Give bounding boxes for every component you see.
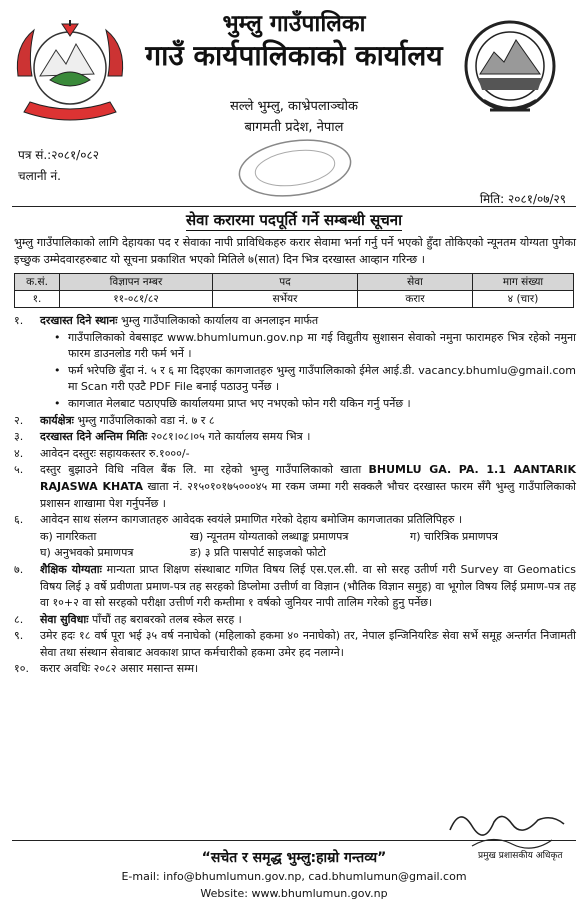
document-item: ख) न्यूनतम योग्यताको लब्धाङ्क प्रमाणपत्र <box>190 529 349 543</box>
item-text: दस्तुर बुझाउने विधि नविल बैंक लि. मा रहेको भुम्लु गाउँपालिकाको खाता <box>40 463 369 477</box>
bullet-icon: • <box>54 396 61 410</box>
item-number: ६. <box>14 513 24 527</box>
item-text: फर्म भरेपछि बुँदा नं. ५ र ६ मा दिइएका कागजातहरु भुम्लु गाउँपालिकाको ईमेल आई.डी. vacancy.bhumlu@gmail.com मा Scan गरी एउटै PDF File बनाई पठाउनु पर्नेछ । <box>68 363 576 394</box>
footer-email: E-mail: info@bhumlumun.gov.np, cad.bhumlumun@gmail.com <box>121 870 467 883</box>
item-label: शैक्षिक योग्यताः <box>40 562 102 576</box>
item-text: कागजात मेलबाट पठाएपछि कार्यालयमा प्राप्त भए नभएको फोन गरी यकिन गर्नु पर्नेछ । <box>68 396 411 410</box>
table-header-cell: विज्ञापन नम्बर <box>60 274 213 291</box>
item-text: गाउँपालिकाको वेबसाइट www.bhumlumun.gov.np मा गई विद्युतीय सुशासन सेवाको नमुना फारामहरु भित्र रहेको नमुना फारम डाउनलोड गरी फर्म भर्ने । <box>68 330 576 361</box>
item-number: ३. <box>14 430 24 444</box>
item-text: उमेर हदः १८ वर्ष पूरा भई ३५ वर्ष ननाघेको (महिलाको हकमा ४० ननाघेको) तर, नेपाल इन्जिनियरिङ सेवा सर्भे समूह अन्तर्गत निजामती सेवा तथा संस्थान सेवाबाट अवकाश प्राप्त कर्मचारीको हकमा उमेर हद नलाग्ने। <box>40 629 576 659</box>
item-number: ४. <box>14 446 24 460</box>
item-text: भुम्लु गाउँपालिकाको वडा नं. ७ र ८ <box>73 413 215 427</box>
table-header-cell: क.सं. <box>15 274 60 291</box>
municipality-name: भुम्लु गाउँपालिका <box>222 11 366 37</box>
item-text: भुम्लु गाउँपालिकाको कार्यालय वा अनलाइन मार्फत <box>117 314 319 327</box>
header-divider <box>12 206 576 207</box>
notice-body <box>14 313 576 678</box>
item-number: ९. <box>14 629 24 643</box>
bullet-icon: • <box>54 330 61 344</box>
list-item <box>14 313 576 330</box>
document-item: ग) चारित्रिक प्रमाणपत्र <box>410 529 498 543</box>
item-text: आवेदन दस्तुरः सहायकस्तर रु.१०००/- <box>40 446 190 460</box>
item-text: २०८१।०८।०५ गते कार्यालय समय भित्र । <box>147 430 311 444</box>
list-item <box>14 628 576 661</box>
item-number: १०. <box>14 662 29 676</box>
table-header-cell: सेवा <box>358 274 473 291</box>
table-header-row <box>15 274 574 291</box>
office-address: सल्ले भुम्लु, काभ्रेपलाञ्चोक <box>229 99 359 114</box>
document-list-row <box>14 529 576 546</box>
notice-date: मिति: २०८१/०७/२९ <box>479 192 566 206</box>
item-text: मान्यता प्राप्त शिक्षण संस्थाबाट गणित विषय लिई एस.एल.सी. वा सो सरह उतीर्ण गरी Survey वा Geomatics विषय लिई ३ वर्षे प्रवीणता प्रमाण-पत्र तह सरहको डिप्लोमा उत्तीर्ण वा विज्ञान (भौतिक विज्ञान समुह) वा भूगोल विषय लिई प्रमाण-पत्र तह वा १०+२ वा सो सरहको परीक्षा उत्तीर्ण गरी कम्तीमा १ वर्षको जुनियर नापी तालिम गरेको हुनु पर्नेछ। <box>40 562 576 610</box>
list-item <box>14 446 576 463</box>
office-stamp-icon <box>235 138 355 198</box>
office-province: बागमती प्रदेश, नेपाल <box>244 120 344 135</box>
table-cell: सर्भेयर <box>213 291 358 308</box>
item-number: ८. <box>14 612 24 626</box>
dispatch-number: चलानी नं. <box>18 169 61 183</box>
signatory-designation: प्रमुख प्रशासकीय अधिकृत <box>478 851 563 861</box>
table-cell: ४ (चार) <box>473 291 574 308</box>
list-item <box>14 396 576 413</box>
table-cell: ११-०८१/८२ <box>60 291 213 308</box>
notice-title: सेवा करारमा पदपूर्ति गर्ने सम्बन्धी सूचना <box>186 211 402 229</box>
document-list-row <box>14 545 576 562</box>
item-label: सेवा सुविधाः <box>40 612 89 626</box>
item-text: करार अवधिः २०८२ असार मसान्त सम्म। <box>40 662 199 676</box>
list-item <box>14 462 576 512</box>
list-item <box>14 429 576 446</box>
item-label: दरखास्त दिने स्थानः <box>40 314 118 327</box>
list-item <box>14 512 576 529</box>
item-number: १. <box>14 314 24 327</box>
letter-reference-number: पत्र सं.:२०८१/०८२ <box>18 148 99 162</box>
vacancy-table <box>14 273 574 308</box>
item-number: ५. <box>14 463 24 477</box>
item-text: आवेदन साथ संलग्न कागजातहरु आवेदक स्वयंले प्रमाणित गरेको देहाय बमोजिम कागजातका प्रतिलिपिहरु । <box>40 513 463 527</box>
footer-divider <box>12 840 576 841</box>
table-cell: १. <box>15 291 60 308</box>
item-text: पाँचौं तह बराबरको तलब स्केल सरह । <box>88 612 242 626</box>
list-item <box>14 363 576 396</box>
list-item <box>14 562 576 612</box>
item-number: ७. <box>14 562 24 576</box>
list-item <box>14 661 576 678</box>
footer-website: Website: www.bhumlumun.gov.np <box>200 887 388 900</box>
notice-intro: भुम्लु गाउँपालिकाको लागि देहायका पद र सेवाका नापी प्राविधिकहरु करार सेवामा भर्ना गर्नु पर्ने भएको हुँदा तोकिएको न्यूनतम योग्यता पुगेका इच्छुक उम्मेदवारहरुबाट यो सूचना प्रकाशित भएको मितिले ७(सात) दिन भित्र दरखास्त आव्हान गरिन्छ । <box>14 236 576 266</box>
document-item: ङ) ३ प्रति पासपोर्ट साइजको फोटो <box>190 546 326 560</box>
item-number: २. <box>14 413 24 427</box>
table-header-cell: पद <box>213 274 358 291</box>
item-label: कार्यक्षेत्रः <box>40 413 74 427</box>
bullet-icon: • <box>54 363 61 377</box>
table-header-cell: माग संख्या <box>473 274 574 291</box>
document-item: क) नागरिकता <box>40 529 97 543</box>
bank-account-name: BHUMLU GA. PA. 1.1 AANTARIK RAJASWA KHATA <box>40 463 576 493</box>
list-item <box>14 612 576 629</box>
document-item: घ) अनुभवको प्रमाणपत्र <box>40 546 134 560</box>
office-name: गाउँ कार्यपालिकाको कार्यालय <box>145 39 443 72</box>
table-row <box>15 291 574 308</box>
list-item <box>14 330 576 363</box>
item-label: दरखास्त दिने अन्तिम मितिः <box>40 430 148 444</box>
footer-slogan: “सचेत र समृद्ध भुम्लु:हाम्रो गन्तव्य” <box>201 850 387 866</box>
item-text: खाता नं. २१५०१०१७५०००४५ मा रकम जम्मा गरी सक्कलै भौचर दरखास्त फारम सँगै भुम्लु गाउँपालिकाको प्रशासन शाखामा पेश गर्नुपर्नेछ । <box>40 479 576 510</box>
list-item <box>14 413 576 430</box>
table-cell: करार <box>358 291 473 308</box>
